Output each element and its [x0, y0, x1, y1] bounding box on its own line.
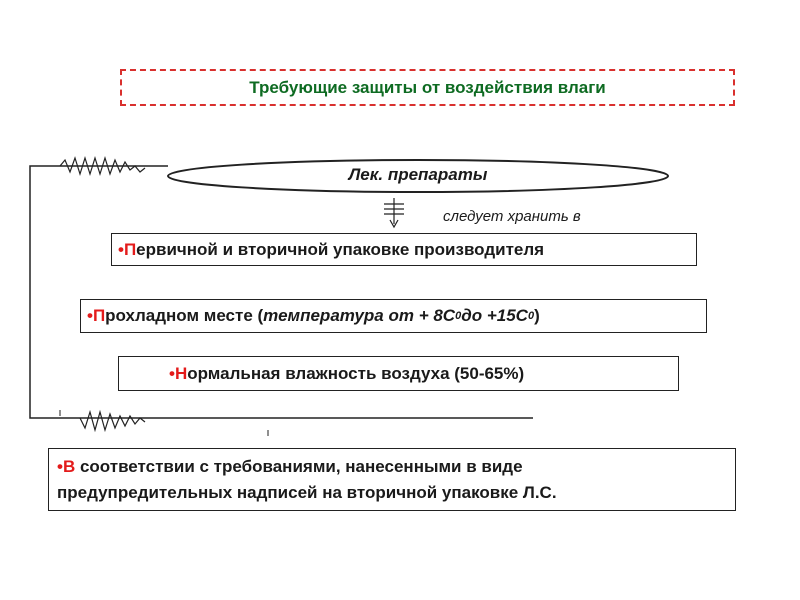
item-sup-2: 0 [527, 310, 535, 322]
item-temp-from: температура от + 8С [263, 306, 456, 325]
note-line-2: предупредительных надписей на вторичной упаковке Л.С. [57, 483, 557, 502]
item-text: рохладном месте ( [105, 306, 264, 325]
item-text-end: ) [534, 306, 540, 325]
note-box [48, 448, 736, 511]
bullet-icon: • [57, 457, 63, 476]
note-line-1 [57, 454, 735, 480]
title-box [120, 69, 735, 106]
bullet-icon: • [169, 363, 175, 383]
note-first-letter: В [62, 457, 76, 476]
item-first-letter: П [92, 306, 106, 325]
item-humidity [118, 356, 679, 391]
item-temp-to: до +15С [461, 306, 528, 325]
item-text: ервичной и вторичной упаковке производителя [136, 239, 545, 259]
note-line-1-text: соответствии с требованиями, нанесенными в виде [75, 457, 523, 476]
item-first-letter: Н [174, 363, 188, 383]
item-text: ормальная влажность воздуха (50-65%) [187, 363, 525, 383]
item-first-letter: П [123, 239, 137, 259]
bullet-icon: • [118, 239, 124, 259]
title-text: Требующие защиты от воздействия влаги [249, 77, 606, 97]
bullet-icon: • [87, 306, 93, 325]
item-cool-place [80, 299, 707, 333]
item-sup-1: 0 [455, 310, 462, 322]
item-packaging [111, 233, 697, 266]
oval-label: Лек. препараты [348, 165, 488, 184]
store-text: следует хранить в [443, 208, 581, 225]
